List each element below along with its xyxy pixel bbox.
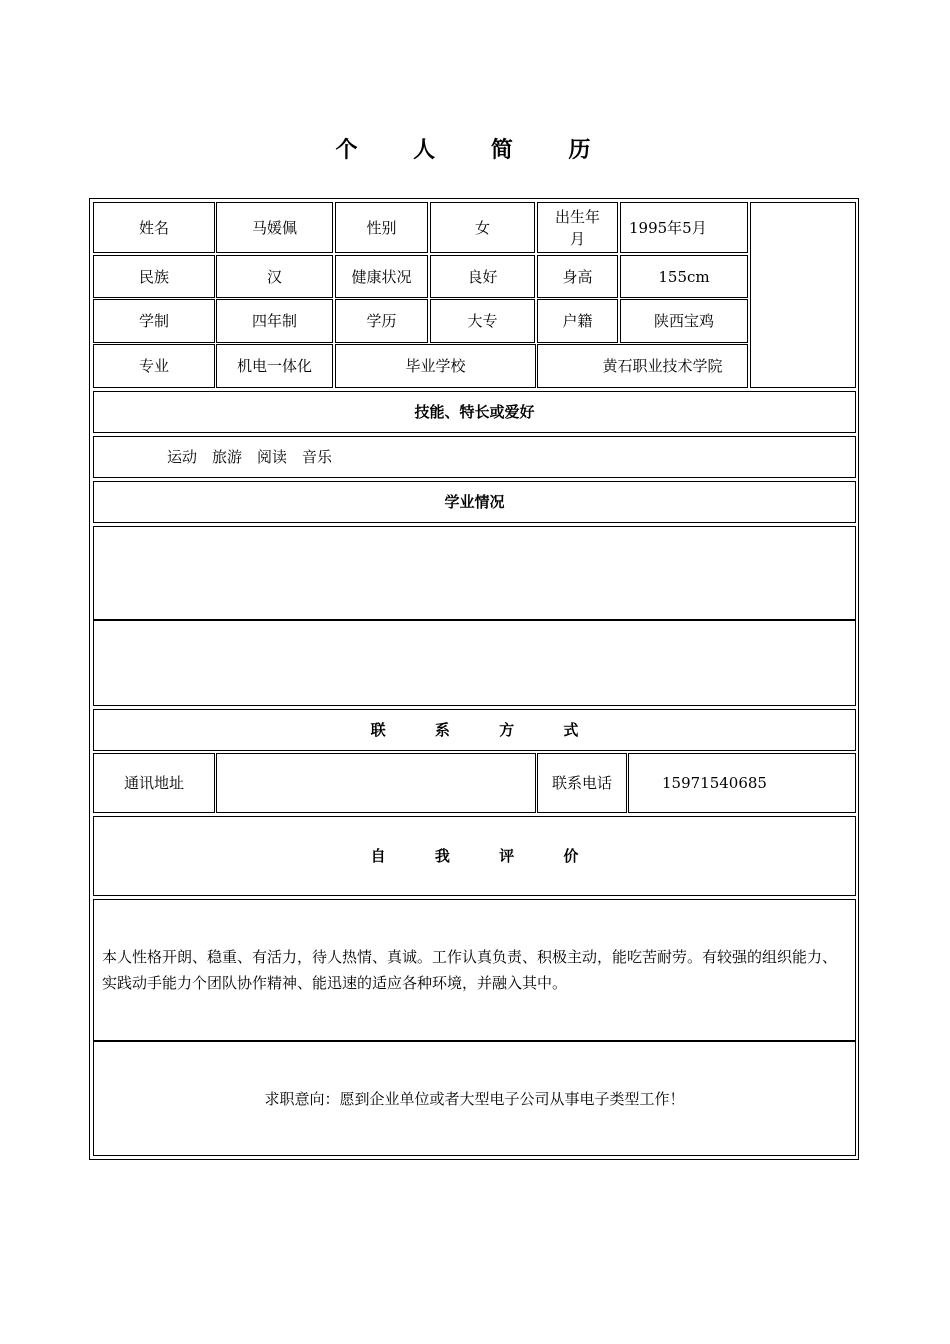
major-value: 机电一体化 xyxy=(216,344,333,388)
schooling-value: 四年制 xyxy=(216,299,333,343)
health-label: 健康状况 xyxy=(335,255,428,298)
school-label: 毕业学校 xyxy=(335,344,536,388)
name-value: 马媛佩 xyxy=(216,202,333,253)
self-evaluation-paragraph: 本人性格开朗、稳重、有活力，待人热情、真诚。工作认真负责、积极主动，能吃苦耐劳。有较强的组织能力、实践动手能力个团队协作精神、能迅速的适应各种环境，并融入其中。 xyxy=(93,899,856,1041)
academics-content-1 xyxy=(93,526,856,620)
hukou-value: 陕西宝鸡 xyxy=(620,299,748,343)
skills-heading: 技能、特长或爱好 xyxy=(93,391,856,433)
education-value: 大专 xyxy=(430,299,535,343)
job-objective: 求职意向：愿到企业单位或者大型电子公司从事电子类型工作！ xyxy=(93,1041,856,1156)
ethnicity-label: 民族 xyxy=(93,255,215,298)
academics-content-2 xyxy=(93,620,856,706)
name-label: 姓名 xyxy=(93,202,215,253)
academics-heading: 学业情况 xyxy=(93,481,856,523)
school-value: 黄石职业技术学院 xyxy=(537,344,748,388)
gender-label: 性别 xyxy=(335,202,428,253)
hukou-label: 户籍 xyxy=(537,299,618,343)
phone-label: 联系电话 xyxy=(537,753,627,813)
self-evaluation-heading-text: 自 我 评 价 xyxy=(370,847,601,865)
skills-content: 运动 旅游 阅读 音乐 xyxy=(93,436,856,478)
page-title: 个 人 简 历 xyxy=(335,138,615,163)
birth-value: 1995年5月 xyxy=(620,202,748,253)
address-label: 通讯地址 xyxy=(93,753,215,813)
height-value: 155cm xyxy=(620,255,748,298)
phone-value: 15971540685 xyxy=(628,753,856,813)
ethnicity-value: 汉 xyxy=(216,255,333,298)
major-label: 专业 xyxy=(93,344,215,388)
photo-area xyxy=(750,202,856,388)
education-label: 学历 xyxy=(335,299,428,343)
health-value: 良好 xyxy=(430,255,535,298)
address-value xyxy=(216,753,536,813)
contact-heading xyxy=(93,709,856,751)
self-evaluation-heading xyxy=(93,816,856,896)
birth-label: 出生年月 xyxy=(537,202,618,253)
height-label: 身高 xyxy=(537,255,618,298)
contact-heading-text: 联 系 方 式 xyxy=(370,721,601,739)
schooling-label: 学制 xyxy=(93,299,215,343)
gender-value: 女 xyxy=(430,202,535,253)
